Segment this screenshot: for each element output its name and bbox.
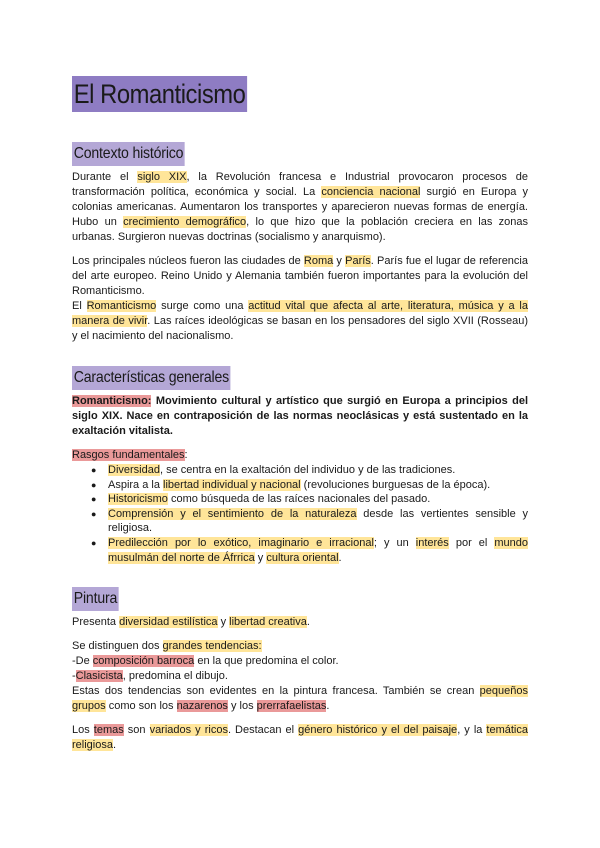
list-item: ● Diversidad, se centra en la exaltación del individuo y de las tradiciones. [108, 463, 528, 478]
highlight-yellow: temática religiosa [72, 724, 528, 752]
highlight-yellow: mundo musulmán del norte de Áfrrica [108, 536, 528, 564]
highlight-yellow: interés [415, 536, 449, 549]
highlight-yellow: libertad individual y nacional [163, 478, 301, 491]
pintura-line-2: -De composición barroca en la que predomina el color. [72, 655, 339, 668]
rasgos-list [72, 463, 528, 565]
highlight-yellow: Romanticismo [86, 300, 157, 312]
highlight-yellow: cultura oriental [266, 551, 339, 564]
pintura-paragraph-2: Estas dos tendencias son evidentes en la pintura francesa. También se crean pequeños grupos como son los nazarenos y los prerrafaelistas. [72, 685, 528, 713]
highlight-red: composición barroca [92, 655, 195, 668]
document-page [72, 72, 528, 753]
highlight-yellow: actitud vital que afecta al arte, literatura, música y a la manera de vivir [72, 300, 528, 327]
highlight-yellow: Comprensión y el sentimiento de la naturaleza [108, 507, 357, 520]
heading-contexto: Contexto histórico [72, 142, 185, 166]
highlight-red: temas [93, 724, 124, 737]
definition-paragraph: Romanticismo: Movimiento cultural y artístico que surgió en Europa a principios del siglo XIX. Nace en contraposición de las normas neoclásicas y está sustentado en la exaltación vitalista. [72, 395, 528, 437]
title-wrap [72, 72, 528, 112]
contexto-paragraph-1: Durante el siglo XIX, la Revolución francesa e Industrial provocaron procesos de transformación política, económica y social. La conciencia nacional surgió en Europa y colonias americanas. Aumentaron los transportes y aparecieron nuevas formas de energía. Hubo un crecimiento demográfico, lo que hizo que la población creciera en las zonas urbanas. Surgieron nuevas doctrinas (socialismo y anarquismo). [72, 171, 529, 243]
highlight-yellow: grandes tendencias: [162, 640, 262, 653]
highlight-red: Romanticismo: [72, 395, 152, 407]
highlight-red: Clasicista [75, 670, 123, 683]
list-item: ● Predilección por lo exótico, imaginario e irracional; y un interés por el mundo musulmán del norte de Áfrrica y cultura oriental. [108, 536, 528, 565]
list-item: ● Comprensión y el sentimiento de la naturaleza desde las vertientes sensible y religiosa. [108, 507, 528, 536]
page-title: El Romanticismo [72, 76, 247, 112]
highlight-yellow: diversidad estilística [119, 616, 218, 629]
highlight-yellow: libertad creativa [229, 616, 307, 629]
list-item: ● Aspira a la libertad individual y nacional (revoluciones burguesas de la época). [108, 478, 528, 493]
highlight-red: Rasgos fundamentales [72, 449, 185, 461]
list-item: ● Historicismo como búsqueda de las raíces nacionales del pasado. [108, 492, 528, 507]
highlight-yellow: Diversidad [108, 464, 160, 476]
pintura-paragraph-3: Los temas son variados y ricos. Destacan el género histórico y el del paisaje, y la temática religiosa. [72, 724, 528, 752]
highlight-red: nazarenos [176, 700, 228, 713]
highlight-yellow: Predilección por lo exótico, imaginario e irracional [108, 536, 374, 549]
highlight-yellow: género histórico y el del paisaje [298, 724, 458, 737]
highlight-yellow: Roma [303, 255, 334, 267]
highlight-yellow: crecimiento demográfico [123, 216, 247, 228]
highlight-yellow: conciencia nacional [321, 186, 421, 198]
rasgos-label: Rasgos fundamentales: [72, 449, 188, 461]
contexto-paragraph-2: Los principales núcleos fueron las ciudades de Roma y París. París fue el lugar de referencia del arte europeo. Reino Unido y Alemania también fueron importantes para la evolución del Romanticismo. [72, 255, 528, 297]
highlight-yellow: pequeños grupos [72, 685, 528, 713]
pintura-line-1: Se distinguen dos grandes tendencias: [72, 640, 262, 653]
highlight-yellow: variados y ricos [149, 724, 228, 737]
heading-caracteristicas: Características generales [72, 366, 231, 390]
highlight-yellow: siglo XIX [137, 171, 187, 183]
highlight-yellow: París [345, 255, 371, 267]
highlight-yellow: Historicismo [108, 493, 168, 506]
pintura-paragraph-1: Presenta diversidad estilística y libertad creativa. [72, 616, 310, 629]
heading-pintura: Pintura [72, 587, 119, 611]
highlight-red: prerrafaelistas [256, 700, 327, 713]
contexto-paragraph-3: El Romanticismo surge como una actitud vital que afecta al arte, literatura, música y a la manera de vivir. Las raíces ideológicas se basan en los pensadores del siglo XVII (Rosseau) y el nacimiento del nacionalismo. [72, 300, 528, 342]
pintura-line-3: -Clasicista, predomina el dibujo. [72, 670, 228, 683]
